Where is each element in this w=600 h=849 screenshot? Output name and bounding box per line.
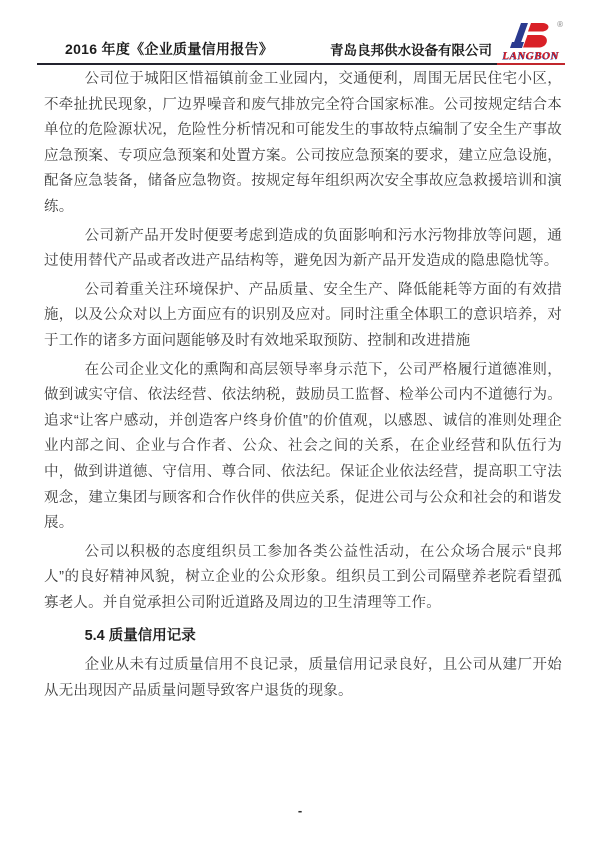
registered-trademark-icon: ® [557, 20, 563, 29]
paragraph-company-location-safety: 公司位于城阳区惜福镇前金工业园内，交通便利，周围无居民住宅小区，不牵扯扰民现象，厂边界噪音和废气排放完全符合国家标准。公司按规定结合本单位的危险源状况，危险性分析情况和可能发生的事故特点编制了安全生产事故应急预案、专项应急预案和处置方案。公司按应急预案的要求，建立应急设施，配备应急装备，储备应急物资。按规定每年组织两次安全事故应急救援培训和演练。 [44, 71, 562, 215]
langbon-brand-text: LANGBON [502, 50, 560, 62]
langbon-logo-mark-row [497, 22, 565, 50]
page-number: - [297, 803, 303, 818]
section-heading-quality-credit-record: 5.4 质量信用记录 [84, 628, 196, 645]
langbon-logo-icon [508, 22, 554, 49]
paragraph-quality-credit-record: 企业从未有过质量信用不良记录，质量信用记录良好，且公司从建厂开始从无出现因产品质量问题导致客户退货的现象。 [44, 657, 562, 700]
langbon-logo [497, 22, 565, 65]
paragraph-new-product-environment: 公司新产品开发时便要考虑到造成的负面影响和污水污物排放等问题，通过使用替代产品或者改进产品结构等，避免因为新产品开发造成的隐患隐忧等。 [44, 227, 562, 270]
page-header [37, 0, 564, 65]
paragraph-focus-measures: 公司着重关注环境保护、产品质量、安全生产、降低能耗等方面的有效措施，以及公众对以上方面应有的识别及应对。同时注重全体职工的意识培养，对于工作的诸多方面问题能够及时有效地采取预防、控制和改进措施 [44, 281, 562, 349]
document-body [44, 67, 562, 708]
paragraph-corporate-culture-ethics: 在公司企业文化的熏陶和高层领导率身示范下，公司严格履行道德准则，做到诚实守信、依法经营、依法纳税，鼓励员工监督、检举公司内不道德行为。追求“让客户感动，并创造客户终身价值”的价值观，以感恩、诚信的准则处理企业内部之间、企业与合作者、公众、社会之间的关系，在企业经营和队伍行为中，做到讲道德、守信用、尊合同、依法纪。保证企业依法经营，提高职工守法观念，建立集团与顾客和合作伙伴的供应关系，促进公司与公众和社会的和谐发展。 [44, 361, 562, 532]
company-name: 青岛良邦供水设备有限公司 [330, 43, 492, 58]
paragraph-public-welfare: 公司以积极的态度组织员工参加各类公益性活动，在公众场合展示“良邦人”的良好精神风貌，树立企业的公众形象。组织员工到公司隔壁养老院看望孤寡老人。并自觉承担公司附近道路及周边的卫生清理等工作。 [44, 543, 562, 611]
report-title: 2016 年度《企业质量信用报告》 [65, 41, 274, 57]
